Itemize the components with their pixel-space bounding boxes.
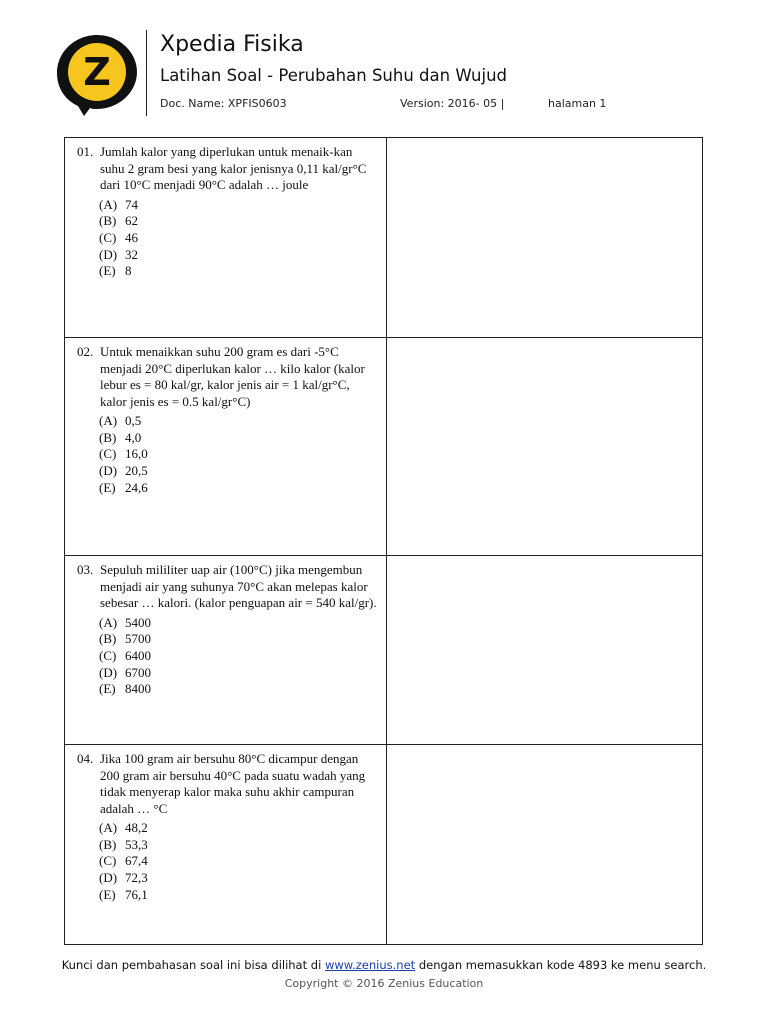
answer-workspace — [386, 338, 702, 556]
copyright: Copyright © 2016 Zenius Education — [284, 977, 484, 990]
answer-option: (C) 46 — [99, 229, 138, 245]
answer-workspace — [386, 556, 702, 745]
answer-option: (A) 48,2 — [99, 820, 148, 836]
answer-option: (E) 8 — [99, 263, 132, 279]
answer-option: (C) 67,4 — [99, 853, 148, 869]
answer-option: (E) 24,6 — [99, 479, 148, 495]
logo-letter: Z — [83, 50, 111, 94]
answer-option: (D) 6700 — [99, 664, 151, 680]
question-number: 04. — [77, 751, 94, 766]
answer-option: (B) 4,0 — [99, 429, 142, 445]
question-4 — [65, 745, 386, 903]
question-1 — [65, 138, 386, 280]
question-row — [65, 745, 703, 945]
answer-option: (D) 32 — [99, 246, 138, 262]
answer-options — [77, 197, 378, 280]
answer-option: (E) 8400 — [99, 681, 151, 697]
answer-option: (B) 62 — [99, 213, 138, 229]
question-row — [65, 338, 703, 556]
answer-option: (C) 16,0 — [99, 446, 148, 462]
answer-options — [77, 615, 378, 698]
answer-option: (D) 72,3 — [99, 870, 148, 886]
answer-option: (B) 5700 — [99, 631, 151, 647]
doc-name: Doc. Name: XPFIS0603 — [160, 97, 287, 110]
question-row — [65, 556, 703, 745]
doc-version: Version: 2016- 05 | — [400, 97, 505, 110]
header-divider — [146, 30, 147, 116]
question-text: Jika 100 gram air bersuhu 80°C dicampur dengan 200 gram air bersuhu 40°C pada suatu wadah yang tidak menyerap kalor maka suhu akhir campuran adalah … °C — [100, 751, 366, 816]
page-number: halaman 1 — [548, 97, 607, 110]
question-table — [64, 137, 703, 945]
question-number: 01. — [77, 144, 94, 159]
doc-title: Xpedia Fisika — [160, 32, 304, 57]
answer-option: (E) 76,1 — [99, 886, 148, 902]
question-number: 03. — [77, 562, 94, 577]
answer-workspace — [386, 138, 702, 338]
answer-option: (A) 5400 — [99, 614, 151, 630]
answer-option: (A) 74 — [99, 196, 138, 212]
question-text: Jumlah kalor yang diperlukan untuk menaik-kan suhu 2 gram besi yang kalor jenisnya 0,11 kal/gr°C dari 10°C menjadi 90°C adalah … joule — [100, 144, 367, 192]
answer-workspace — [386, 745, 702, 945]
zenius-logo — [54, 32, 140, 118]
answer-option: (C) 6400 — [99, 647, 151, 663]
footer-note: Kunci dan pembahasan soal ini bisa dilihat di www.zenius.net dengan memasukkan kode 4893 ke menu search. — [61, 958, 707, 972]
answer-options — [77, 413, 378, 496]
question-number: 02. — [77, 344, 94, 359]
question-2 — [65, 338, 386, 496]
question-3 — [65, 556, 386, 698]
question-text: Untuk menaikkan suhu 200 gram es dari -5°C menjadi 20°C diperlukan kalor … kilo kalor (kalor lebur es = 80 kal/gr, kalor jenis air = 1 kal/gr°C, kalor jenis es = 0.5 kal/gr°C) — [100, 344, 365, 409]
answer-option: (A) 0,5 — [99, 413, 142, 429]
question-row — [65, 138, 703, 338]
answer-options — [77, 820, 378, 903]
question-text: Sepuluh mililiter uap air (100°C) jika mengembun menjadi air yang suhunya 70°C akan melepas kalor sebesar … kalori. (kalor penguapan air = 540 kal/gr). — [100, 562, 377, 610]
doc-subtitle: Latihan Soal - Perubahan Suhu dan Wujud — [160, 66, 508, 85]
answer-option: (B) 53,3 — [99, 836, 148, 852]
answer-option: (D) 20,5 — [99, 463, 148, 479]
zenius-link[interactable]: www.zenius.net — [324, 958, 416, 972]
